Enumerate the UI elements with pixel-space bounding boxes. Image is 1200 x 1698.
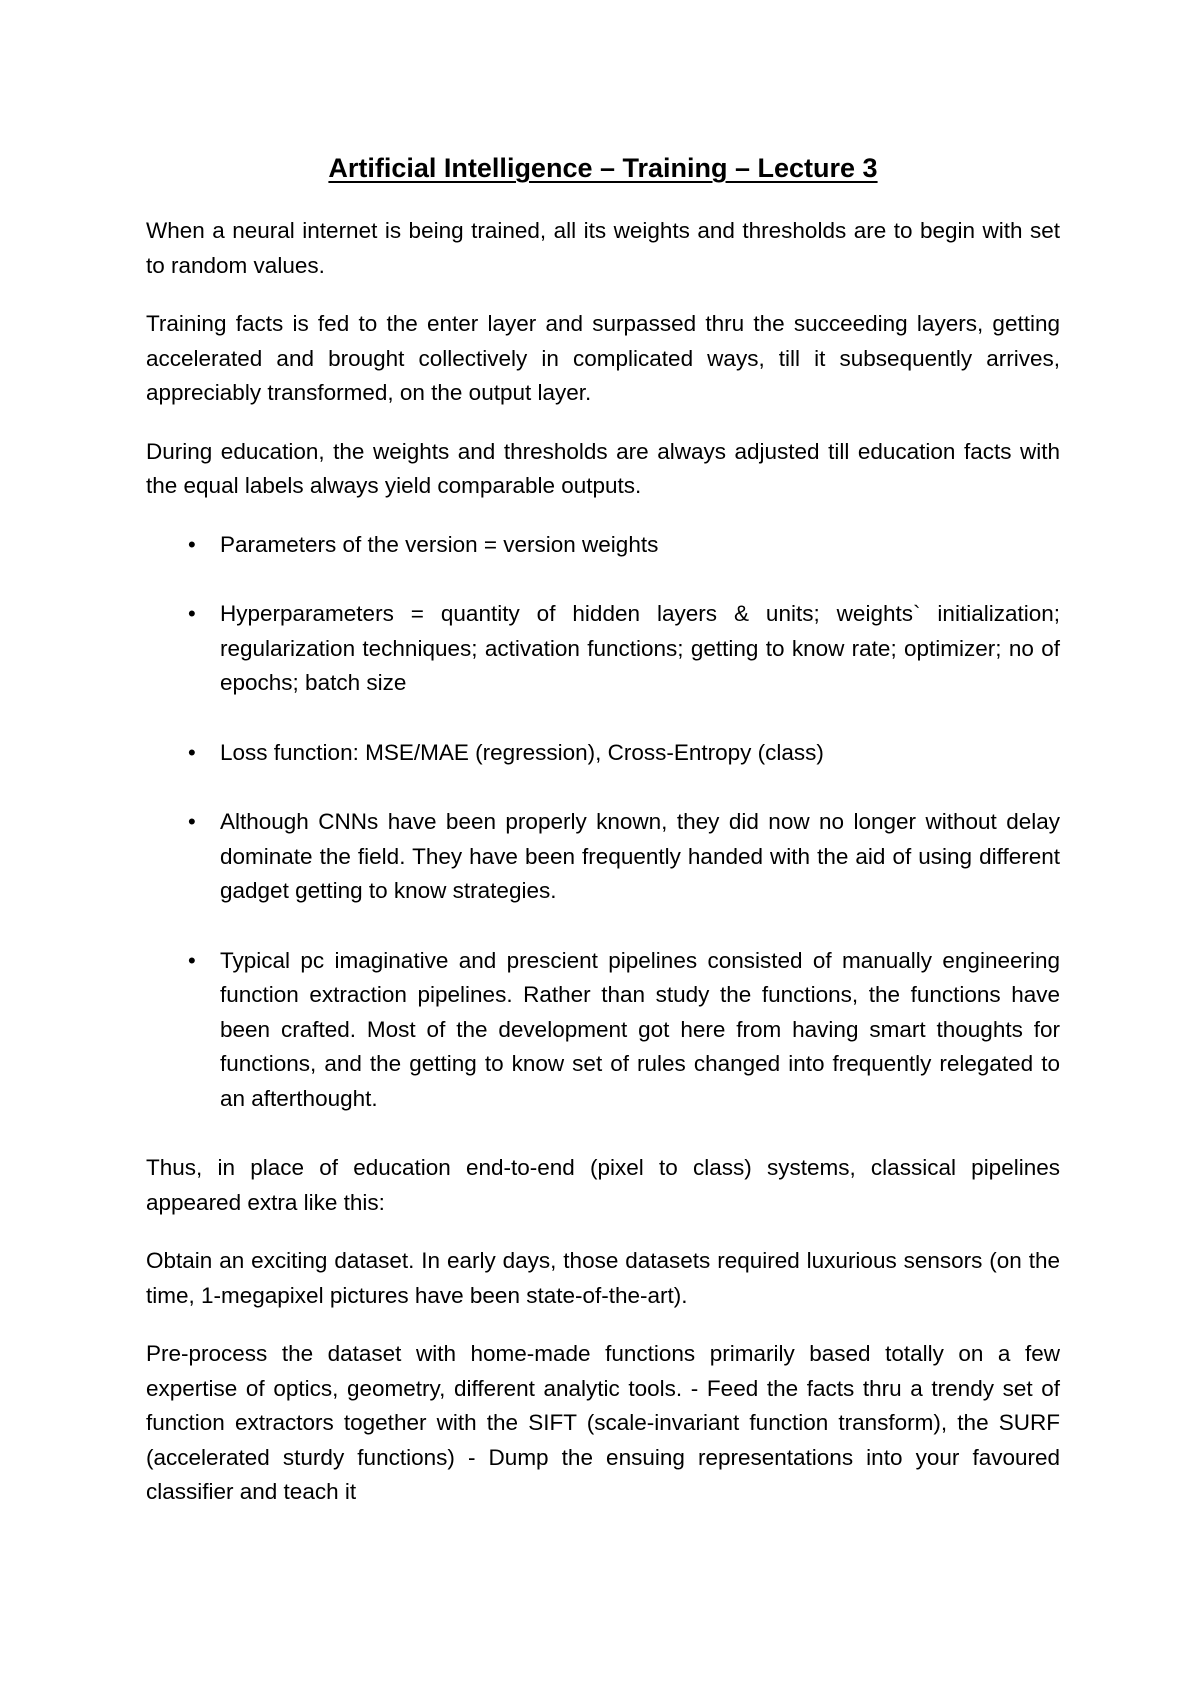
paragraph-training-facts: Training facts is fed to the enter layer and surpassed thru the succeeding layers, getting accelerated and brought collectively in complicated ways, till it subsequently arrives, appreciably transformed, on the output layer. xyxy=(146,311,1060,405)
paragraph-pre-process: Pre-process the dataset with home-made functions primarily based totally on a few expertise of optics, geometry, different analytic tools. - Feed the facts thru a trendy set of function extractors together with the SIFT (scale-invariant function transform), the SURF (accelerated sturdy functions) - Dump the ensuing representations into your favoured classifier and teach it xyxy=(146,1341,1060,1504)
bullet-icon: • xyxy=(188,531,196,557)
bullet-icon: • xyxy=(188,739,196,765)
bullet-icon: • xyxy=(188,601,196,626)
document-page xyxy=(146,148,1060,1534)
bullet-item-parameters xyxy=(146,528,1060,563)
bullet-icon: • xyxy=(188,809,196,834)
paragraph-obtain-dataset: Obtain an exciting dataset. In early days, those datasets required luxurious sensors (on the time, 1-megapixel pictures have been state-of-the-art). xyxy=(146,1248,1060,1308)
bullet-text: Although CNNs have been properly known, they did now no longer without delay dominate the field. They have been frequently handed with the aid of using different gadget getting to know strategies. xyxy=(220,809,1060,903)
bullet-item-cnns xyxy=(146,805,1060,909)
bullet-text: Typical pc imaginative and prescient pipelines consisted of manually engineering function extraction pipelines. Rather than study the functions, the functions have been crafted. Most of the development got here from having smart thoughts for functions, and the getting to know set of rules changed into frequently relegated to an afterthought. xyxy=(220,947,1060,1111)
bullet-list xyxy=(146,528,1060,1117)
bullet-text: Loss function: MSE/MAE (regression), Cross-Entropy (class) xyxy=(220,739,824,765)
bullet-icon: • xyxy=(188,947,196,973)
paragraph-intro: When a neural internet is being trained, all its weights and thresholds are to begin with set to random values. xyxy=(146,218,1060,278)
bullet-text: Hyperparameters = quantity of hidden layers & units; weights` initialization; regularization techniques; activation functions; getting to know rate; optimizer; no of epochs; batch size xyxy=(220,601,1060,695)
paragraph-during-education: During education, the weights and thresholds are always adjusted till education facts with the equal labels always yield comparable outputs. xyxy=(146,438,1060,498)
bullet-item-loss-function xyxy=(146,736,1060,771)
paragraph-thus: Thus, in place of education end-to-end (pixel to class) systems, classical pipelines appeared extra like this: xyxy=(146,1155,1060,1215)
bullet-text: Parameters of the version = version weights xyxy=(220,531,659,557)
document-title: Artificial Intelligence – Training – Lecture 3 xyxy=(328,153,878,183)
bullet-item-hyperparameters xyxy=(146,597,1060,701)
bullet-item-pipelines xyxy=(146,944,1060,1117)
